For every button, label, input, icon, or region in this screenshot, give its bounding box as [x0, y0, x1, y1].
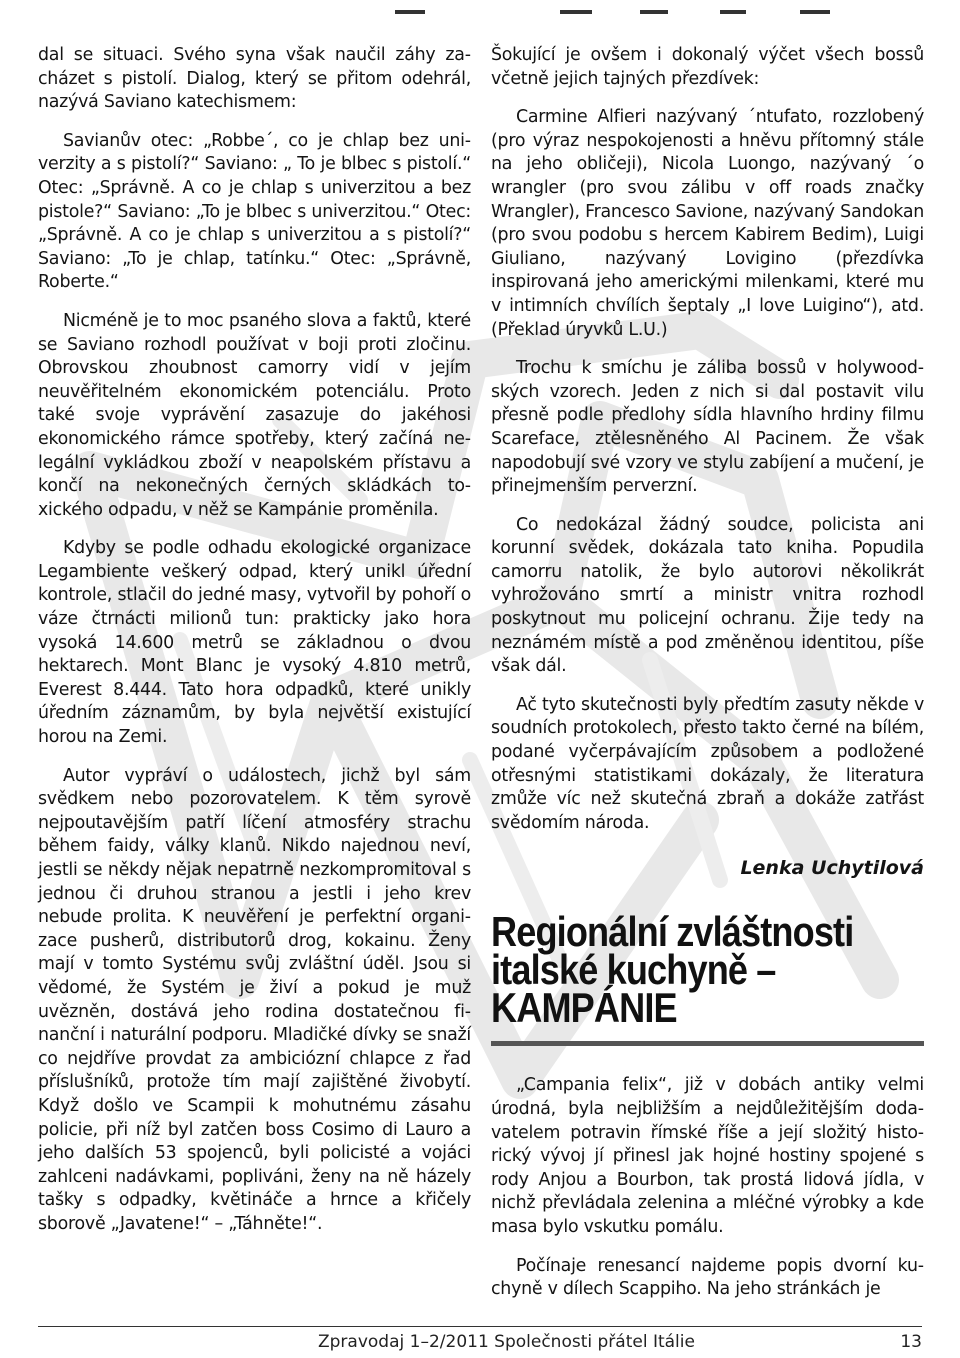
- paragraph: Nicméně je to moc psaného slova a faktů, které se Saviano rozhodl používat v boji proti zločinu. Obrovskou zhoubnost camorry vidí v jejím neuvěřitelném ekonomickém potenciálu. Proto také svoje vyprávění zasazuje do jakéhosi ekonomického rámce spotřeby, který začíná nelegální vykládkou zboží v neapolském přístavu a končí na nekonečných černých skládkách toxického odpadu, v něž se Kampánie proměnila.: [38, 310, 471, 520]
- paragraph: Šokující je ovšem i dokonalý výčet všech bossů včetně jejich tajných přezdívek:: [491, 45, 924, 89]
- paragraph: Ač tyto skutečnosti byly předtím zasuty někde v soudních protokolech, přesto takto černé na bílém, podané vyčerpávajícím způsobem a podložené otřesnými statistikami dokázaly, že literatura zmůže víc než skutečná zbraň a dokáže zatřást svědomím národa.: [491, 694, 924, 833]
- paragraph: „Campania felix“, již v dobách antiky velmi úrodná, byla nejbližším a nejdůležitějším dodavatelem potravin římské říše a její složitý historický vývoj jí přinesl jak hojné hostiny spojené s rody Anjou a Bourbon, tak prostá lidová jídla, v nichž převládala zelenina a mléčné výrobky a kde masa bylo vskutku pomálu.: [491, 1075, 924, 1237]
- paragraph: Trochu k smíchu je záliba bossů v holywoodských vzorech. Jeden z nich si dal postavit vilu přesně podle předlohy sídla hlavního hrdiny filmu Scareface, ztělesněného Al Pacinem. Že však napodobují své vzory ve stylu zabíjení a mučení, je přinejmenším perverzní.: [491, 358, 924, 497]
- paragraph: dal se situaci. Svého syna však naučil záhy zacházet s pistolí. Dialog, který se přitom odehrál, nazývá Saviano katechismem:: [38, 45, 471, 113]
- headline-divider: [491, 1041, 924, 1046]
- paragraph: Počínaje renesancí najdeme popis dvorní kuchyně v dílech Scappiho. Na jeho stránkách je: [491, 1255, 924, 1300]
- article-headline: Regionální zvláštnosti italské kuchyně – KAMPÁNIE: [491, 908, 854, 1032]
- paragraph: Co nedokázal žádný soudce, policista ani korunní svědek, dokázala tato kniha. Popudila camorru natolik, že bylo autorovi několikrát vyhrožováno smrtí a ministr vnitra rozhodl poskytnout mu policejní ochranu. Žije tedy na neznámém místě a pod změněnou identitou, píše však dál.: [491, 514, 924, 677]
- top-crop-marks: [390, 0, 870, 14]
- footer-divider: [38, 1326, 922, 1327]
- right-text-column: [491, 44, 924, 1317]
- paragraph: Autor vypráví o událostech, jichž byl sám svědkem nebo pozorovatelem. K těm syrově nejpoutavějším patří líčení atmosféry strachu během faidy, války klanů. Nikdo najednou neví, jestli se někdy nějak nepatrně nezkompromitoval s jednou či druhou stranou a jestli i jeho krev nebude prolita. K neuvěření je perfektní organizace pusherů, distributorů drog, kokainu. Ženy mají v tomto Systému svůj zvláštní úděl. Jsou si vědomé, že Systém je živí a pokud je muž uvězněn, dostává jeho rodina dostatečnou finanční i naturální podporu. Mladičké dívky se snaží co nejdříve provdat za ambiciózní chlapce z řad příslušníků, protože tím mají zajištěné živobytí. Když došlo ve Scampii k mohutnému zásahu policie, při níž byl zatčen boss Cosimo di Lauro a jeho dalších 53 spojenců, byli policisté a vojáci zahlceni nadávkami, popliváni, ženy na ně házely tašky s odpadky, květináče a hrnce a křičely sborově „Javatene!“ – „Táhněte!“.: [38, 765, 471, 1234]
- paragraph-boss-list: Carmine Alfieri nazývaný ´ntufato, rozzlobený (pro výraz nespokojenosti a hněvu přítomný stále na jeho obličeji), Nicola Luongo, nazývaný ´o wrangler (pro svou zálibu v off roads značky Wrangler), Francesco Savione, nazývaný Sandokan (pro svou podobu s hercem Kabirem Bedim), Luigi Giuliano, nazývaný Lovigino (přezdívka inspirovaná jeho americkými milenkami, které mu v intimních chvílích šeptaly „I love Luigino“), atd. (Překlad úryvků L.U.): [491, 107, 924, 340]
- footer-publication: Zpravodaj 1–2/2011 Společnosti přátel Itálie: [318, 1332, 695, 1352]
- paragraph-dialog: Savianův otec: „Robbe´, co je chlap bez univerzity a s pistolí?“ Saviano: „ To je blbec s pistolí.“ Otec: „Správně. A co je chlap s univerzitou a bez pistole?“ Saviano: „To je blbec s univerzitou.“ Otec: „Správně. A co je chlap s univerzitou a s pistolí?“ Saviano: „To je chlap, tatínku.“ Otec: „Správně, Roberte.“: [38, 130, 471, 293]
- page-number: 13: [900, 1332, 922, 1352]
- paragraph: Kdyby se podle odhadu ekologické organizace Legambiente veškerý odpad, který unikl úřední kontrole, stlačil do jedné masy, vytvořil by pohoří o váze čtrnácti milionů tun: prakticky jako hora vysoká 14.600 metrů se základnou o dvou hektarech. Mont Blanc je vysoký 4.810 metrů, Everest 8.444. Tato hora odpadků, které unikly úředním záznamům, by byla největší existující horou na Zemi.: [38, 538, 471, 748]
- left-text-column: [38, 44, 471, 1252]
- page-footer: [0, 1326, 960, 1358]
- author-signature: Lenka Uchytilová: [740, 857, 924, 880]
